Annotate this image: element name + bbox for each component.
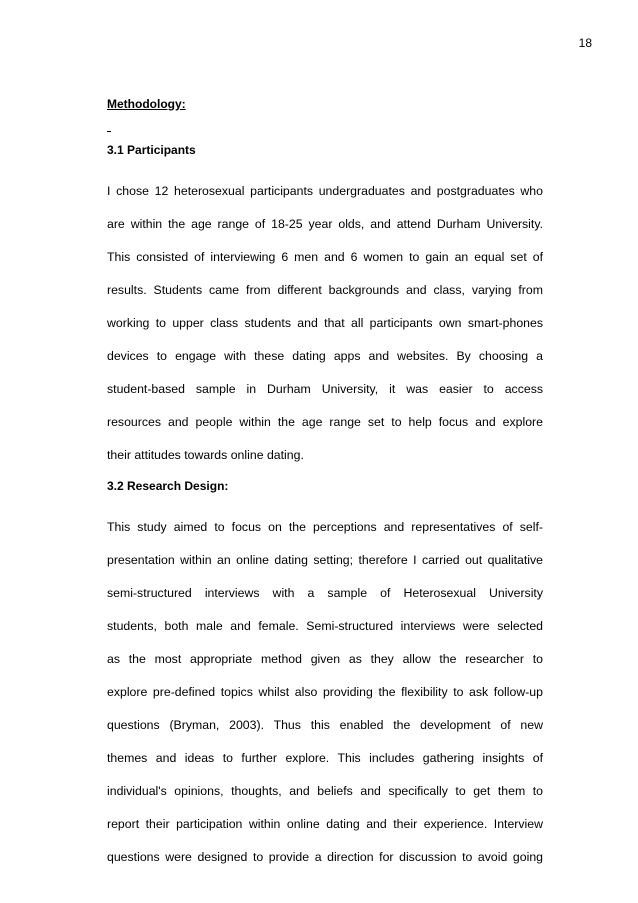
paragraph-line: individual's opinions, thoughts, and beliefs and specifically to get them to bbox=[107, 784, 543, 798]
research-design-heading: 3.2 Research Design: bbox=[107, 479, 229, 493]
paragraph-line: themes and ideas to further explore. This includes gathering insights of bbox=[107, 751, 543, 765]
paragraph-line: This consisted of interviewing 6 men and 6 women to gain an equal set of bbox=[107, 250, 543, 264]
participants-heading: 3.1 Participants bbox=[107, 143, 196, 157]
paragraph-line: students, both male and female. Semi-structured interviews were selected bbox=[107, 619, 543, 633]
research-design-paragraph bbox=[107, 511, 543, 874]
paragraph-line: resources and people within the age range set to help focus and explore bbox=[107, 415, 543, 429]
paragraph-line: This study aimed to focus on the perceptions and representatives of self- bbox=[107, 520, 543, 534]
paragraph-line: semi-structured interviews with a sample of Heterosexual University bbox=[107, 586, 543, 600]
paragraph-line: results. Students came from different backgrounds and class, varying from bbox=[107, 283, 543, 297]
stray-underline-mark bbox=[107, 131, 111, 132]
methodology-heading: Methodology: bbox=[107, 97, 186, 111]
paragraph-line: devices to engage with these dating apps and websites. By choosing a bbox=[107, 349, 543, 363]
participants-paragraph bbox=[107, 175, 543, 472]
paragraph-line: as the most appropriate method given as they allow the researcher to bbox=[107, 652, 543, 666]
paragraph-line: are within the age range of 18-25 year olds, and attend Durham University. bbox=[107, 217, 543, 231]
paragraph-line: presentation within an online dating setting; therefore I carried out qualitative bbox=[107, 553, 543, 567]
paragraph-line: questions (Bryman, 2003). Thus this enabled the development of new bbox=[107, 718, 543, 732]
paragraph-line: report their participation within online dating and their experience. Interview bbox=[107, 817, 543, 831]
paragraph-line: working to upper class students and that all participants own smart-phones bbox=[107, 316, 543, 330]
page-number: 18 bbox=[578, 36, 592, 50]
paragraph-line: questions were designed to provide a direction for discussion to avoid going bbox=[107, 850, 543, 864]
paragraph-line: I chose 12 heterosexual participants undergraduates and postgraduates who bbox=[107, 184, 543, 198]
paragraph-line: explore pre-defined topics whilst also providing the flexibility to ask follow-up bbox=[107, 685, 543, 699]
paragraph-line: their attitudes towards online dating. bbox=[107, 448, 304, 462]
paragraph-line: student-based sample in Durham University, it was easier to access bbox=[107, 382, 543, 396]
